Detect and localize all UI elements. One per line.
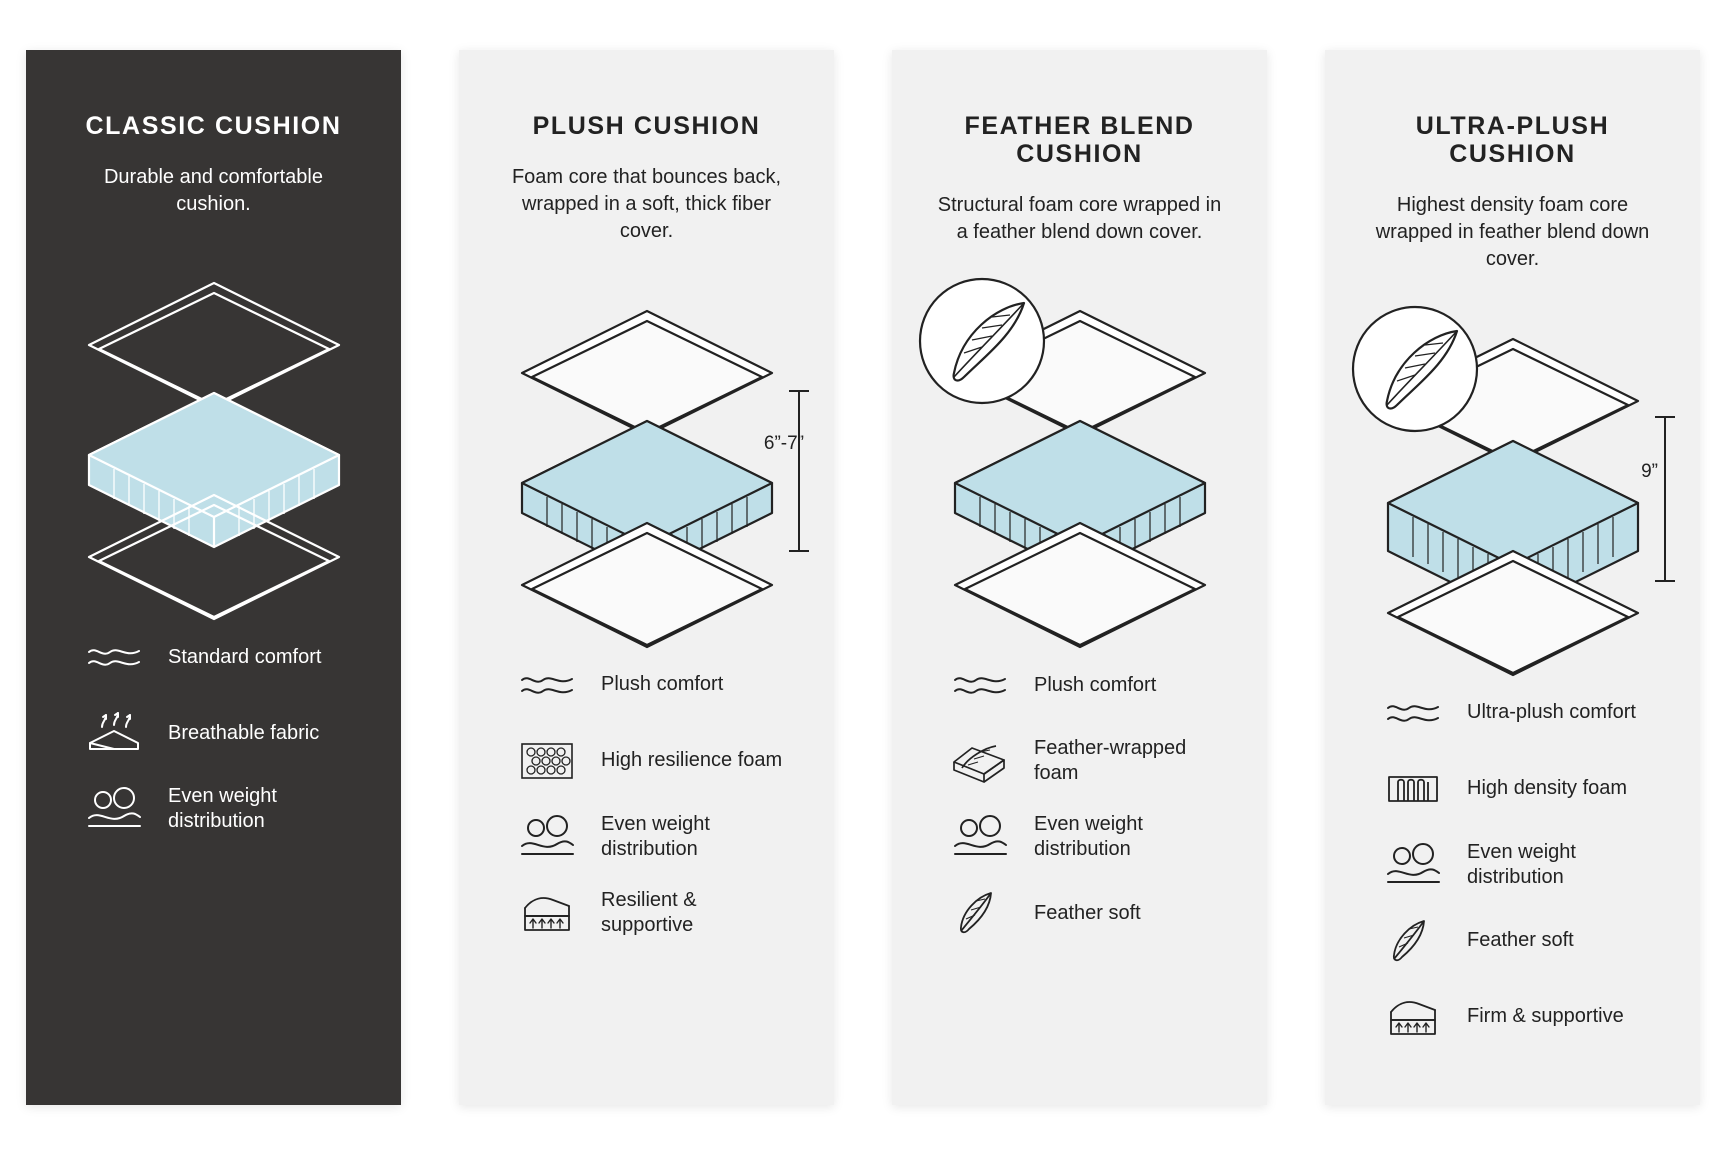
card-title: FEATHER BLEND CUSHION <box>964 112 1195 168</box>
feature-item <box>1381 840 1666 890</box>
card-plush-cushion <box>459 50 834 1105</box>
feature-list <box>926 660 1233 938</box>
feature-label: Plush comfort <box>1034 673 1157 696</box>
feature-label: Breathable fabric <box>168 721 320 744</box>
weight-distribution-icon <box>82 784 146 834</box>
feature-list <box>1359 688 1666 1042</box>
feature-label: Feather soft <box>1467 929 1574 952</box>
breathable-fabric-icon <box>82 708 146 758</box>
feature-label: Resilient & supportive <box>601 888 697 936</box>
wave-icon <box>948 660 1012 710</box>
high-density-foam-icon <box>1381 764 1445 814</box>
feature-item <box>1381 688 1666 738</box>
feature-item <box>948 888 1233 938</box>
feature-item <box>948 736 1233 786</box>
feature-item <box>1381 916 1666 966</box>
exploded-cushion-illustration <box>940 301 1220 601</box>
weight-distribution-icon <box>515 812 579 862</box>
feature-label: Even weight distribution <box>1467 840 1576 888</box>
feature-item <box>515 812 800 862</box>
feather-icon <box>1381 916 1445 966</box>
dimension-label: 9” <box>1641 460 1658 482</box>
feather-badge-icon <box>1353 307 1477 431</box>
feature-item <box>82 708 367 758</box>
cushion-diagram-classic <box>60 258 367 588</box>
exploded-cushion-illustration <box>507 301 787 601</box>
cushion-diagram-plush <box>493 286 804 616</box>
card-description: Highest density foam core wrapped in feather blend down cover. <box>1375 194 1650 271</box>
card-description: Structural foam core wrapped in a feather blend down cover. <box>937 194 1222 244</box>
exploded-cushion-illustration <box>74 273 354 573</box>
feature-label: Standard comfort <box>168 645 322 668</box>
feature-item <box>948 660 1233 710</box>
feature-item <box>948 812 1233 862</box>
feather-badge-icon <box>920 279 1044 403</box>
feather-wrapped-foam-icon <box>948 736 1012 786</box>
feather-icon <box>948 888 1012 938</box>
feature-label: Plush comfort <box>601 673 724 696</box>
feature-item <box>515 888 800 938</box>
feature-label: Feather-wrapped foam <box>1034 737 1187 785</box>
card-ultra-plush-cushion <box>1325 50 1700 1105</box>
feature-item <box>82 784 367 834</box>
card-description: Durable and comfortable cushion. <box>103 166 323 216</box>
dimension-label: 6”-7” <box>763 432 804 454</box>
card-description: Foam core that bounces back, wrapped in a soft, thick fiber cover. <box>511 166 782 243</box>
supportive-seat-icon <box>515 888 579 938</box>
cushion-diagram-feather-blend <box>926 286 1233 616</box>
feature-label: High density foam <box>1467 777 1628 800</box>
feature-label: Even weight distribution <box>601 812 710 860</box>
feature-label: Ultra-plush comfort <box>1467 701 1636 724</box>
feature-label: High resilience foam <box>601 749 783 772</box>
feature-label: Even weight distribution <box>168 785 277 833</box>
card-title: PLUSH CUSHION <box>532 112 761 140</box>
wave-icon <box>515 660 579 710</box>
feature-item <box>515 736 800 786</box>
feature-item <box>82 632 367 682</box>
honeycomb-foam-icon <box>515 736 579 786</box>
feature-item <box>515 660 800 710</box>
feature-list <box>493 660 800 938</box>
feature-item <box>1381 992 1666 1042</box>
weight-distribution-icon <box>948 812 1012 862</box>
feature-label: Feather soft <box>1034 901 1141 924</box>
feature-list <box>60 632 367 834</box>
cushion-diagram-ultra-plush <box>1359 314 1666 644</box>
feature-label: Firm & supportive <box>1467 1005 1624 1028</box>
exploded-cushion-illustration <box>1373 329 1653 629</box>
card-title: ULTRA-PLUSH CUSHION <box>1415 112 1610 168</box>
feature-label: Even weight distribution <box>1034 813 1143 861</box>
supportive-seat-icon <box>1381 992 1445 1042</box>
feature-item <box>1381 764 1666 814</box>
card-feather-blend-cushion <box>892 50 1267 1105</box>
weight-distribution-icon <box>1381 840 1445 890</box>
card-title: CLASSIC CUSHION <box>85 112 342 140</box>
card-classic-cushion <box>26 50 401 1105</box>
wave-icon <box>1381 688 1445 738</box>
wave-icon <box>82 632 146 682</box>
